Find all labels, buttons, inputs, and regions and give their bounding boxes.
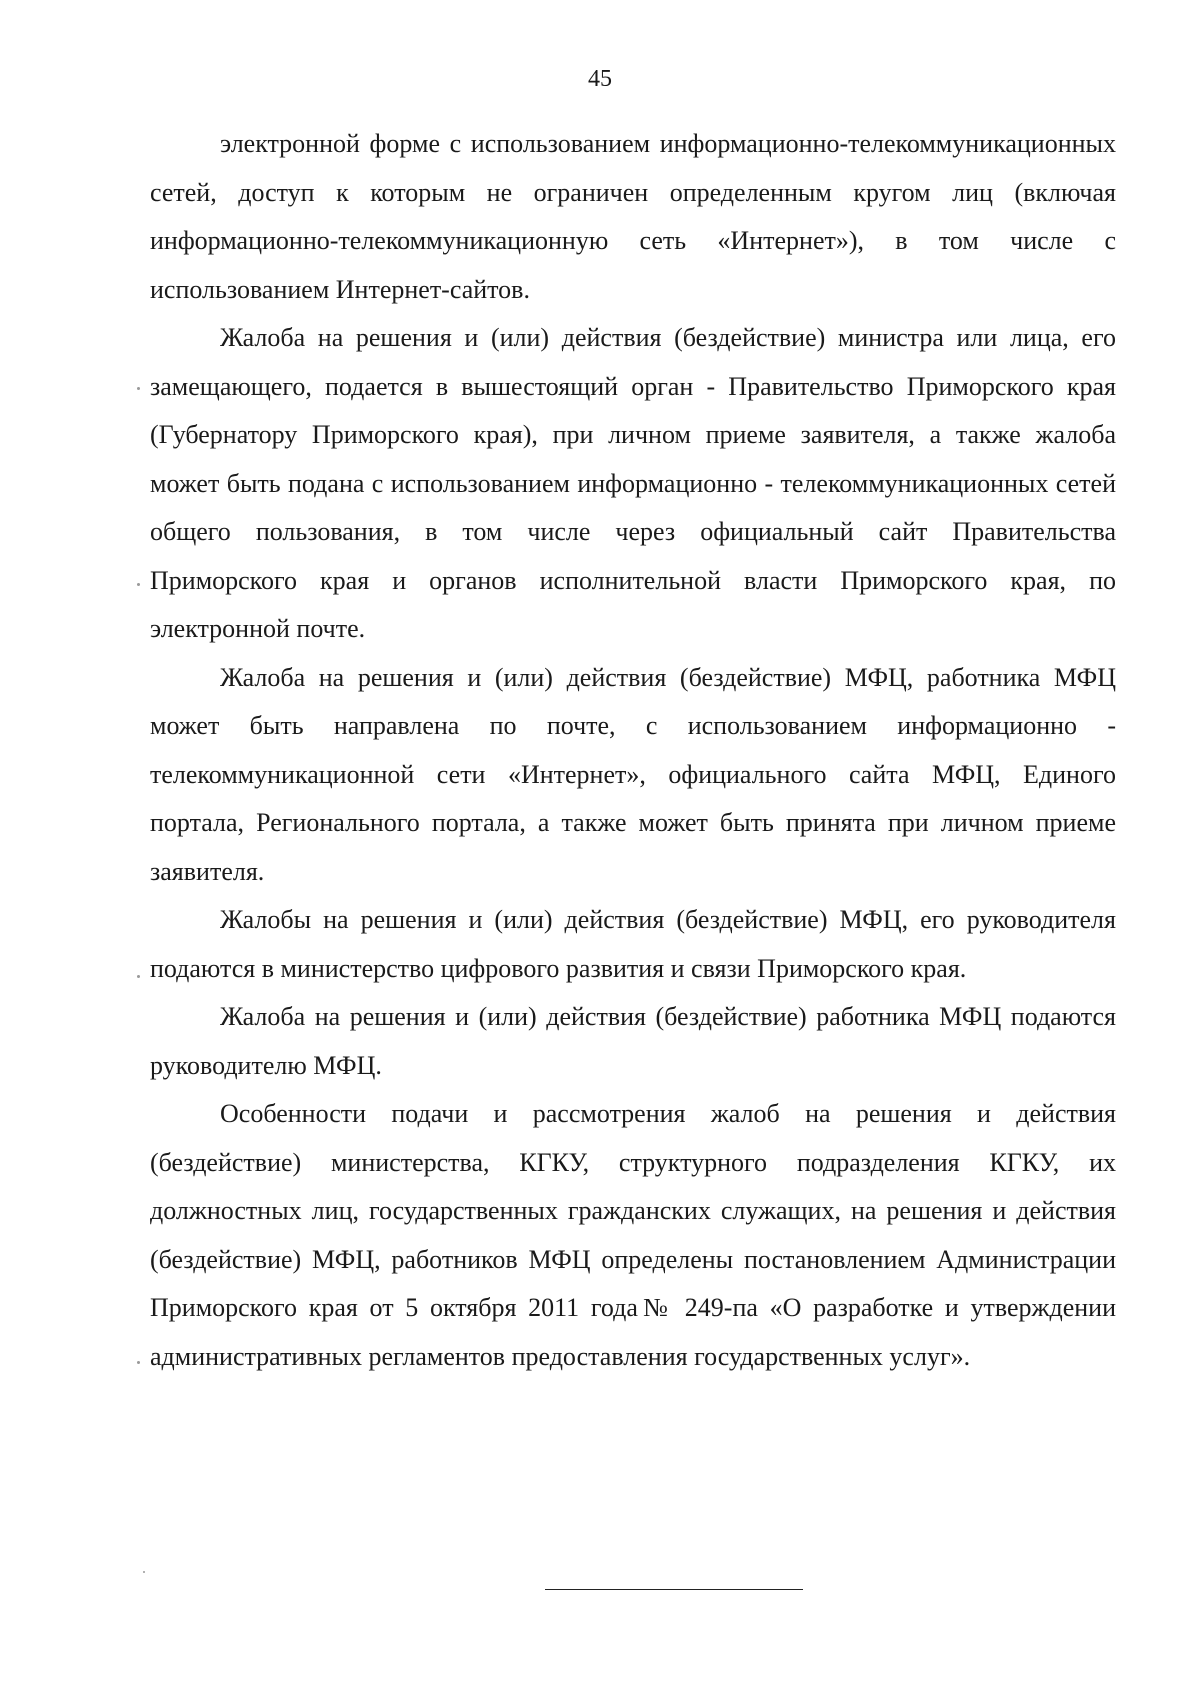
paragraph-continued: электронной форме с использованием информационно-телекоммуникационных сетей, доступ к которым не ограничен определенным кругом лиц (включая информационно-телекоммуникационную сеть «Интернет»), в том числе с использованием Интернет-сайтов. [150,129,1116,304]
paragraph-mfc-head-complaint: Жалобы на решения и (или) действия (бездействие) МФЦ, его руководителя подаются в министерство цифрового развития и связи Приморского края. [150,905,1116,983]
paragraph-specifics: Особенности подачи и рассмотрения жалоб на решения и действия (бездействие) министерства, КГКУ, структурного подразделения КГКУ, их должностных лиц, государственных гражданских служащих, на решения и действия (бездействие) МФЦ, работников МФЦ определены постановлением Администрации Приморского края от 5 октября 2011 года№ 249-па «О разработке и утверждении административных регламентов предоставления государственных услуг». [150,1099,1116,1371]
paragraph-minister-complaint: Жалоба на решения и (или) действия (бездействие) министра или лица, его замещающего, подается в вышестоящий орган - Правительство Приморского края (Губернатору Приморского края), при личном приеме заявителя, а также жалоба может быть подана с использованием информационно - телекоммуникационных сетей общего пользования, в том числе через официальный сайт Правительства Приморского края и органов исполнительной власти Приморского края, по электронной почте. [150,323,1116,643]
scan-speck [137,387,140,390]
scan-speck [143,1571,145,1573]
scan-speck [137,583,140,586]
end-of-text-rule [545,1589,803,1590]
paragraph-mfc-worker-complaint: Жалоба на решения и (или) действия (бездействие) работника МФЦ подаются руководителю МФЦ. [150,1002,1116,1080]
scan-speck [137,1361,140,1364]
document-body [150,120,1116,1381]
page-number: 45 [588,66,612,92]
scan-speck [137,975,140,978]
paragraph-mfc-complaint: Жалоба на решения и (или) действия (бездействие) МФЦ, работника МФЦ может быть направлена по почте, с использованием информационно - телекоммуникационной сети «Интернет», официального сайта МФЦ, Единого портала, Регионального портала, а также может быть принята при личном приеме заявителя. [150,662,1116,886]
